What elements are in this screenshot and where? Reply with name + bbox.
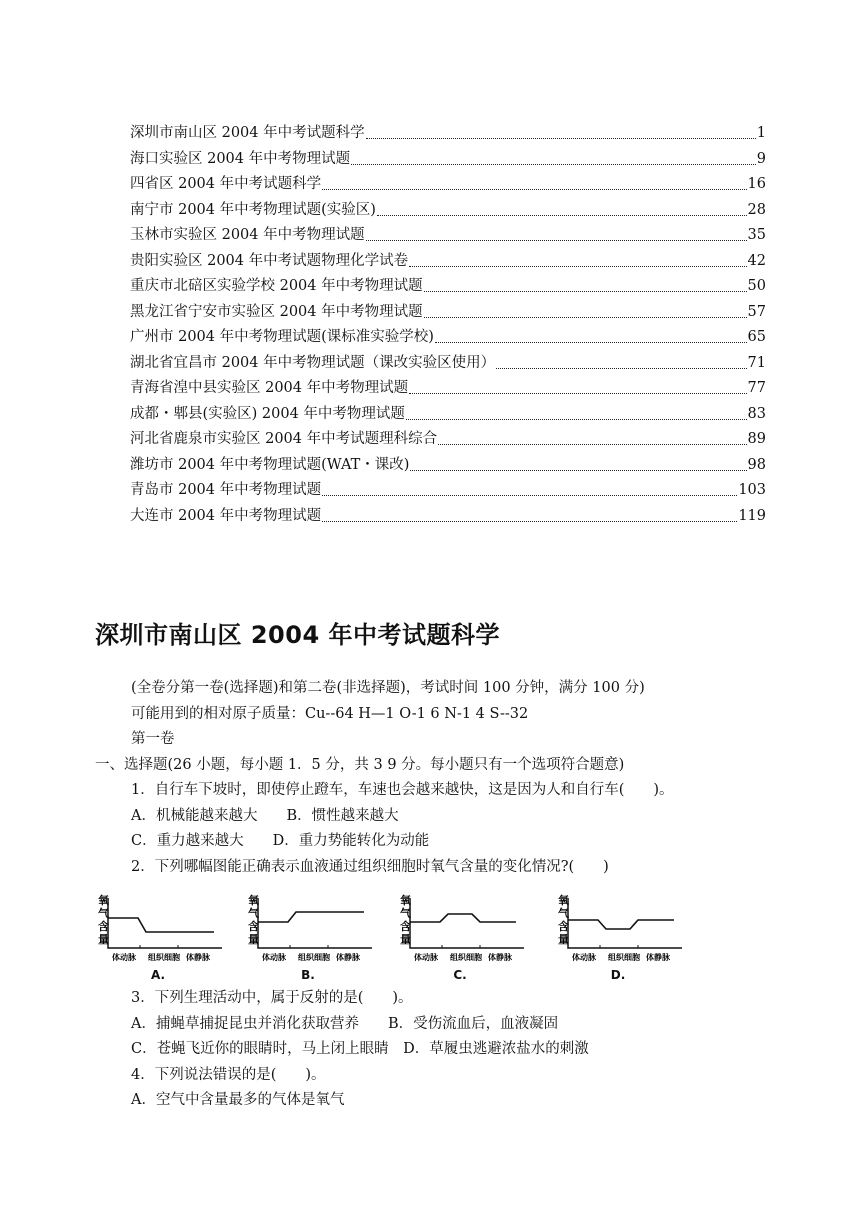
y-axis-label-char: 含 (248, 920, 259, 933)
oxygen-level-line (410, 914, 516, 922)
toc-leader-dots (322, 521, 737, 522)
toc-entry-title: 四省区 2004 年中考试题科学 (130, 176, 322, 192)
toc-entry[interactable] (130, 402, 766, 428)
question-4: 4．下列说法错误的是( )。 (131, 1066, 326, 1083)
x-axis-label: 组织细胞 (148, 953, 180, 962)
y-axis-label-char: 量 (400, 933, 411, 946)
toc-entry-page: 1 (756, 125, 766, 141)
toc-entry-title: 青海省湟中县实验区 2004 年中考物理试题 (130, 380, 409, 396)
figure-option-label: B. (301, 968, 315, 982)
axes (108, 898, 222, 948)
figure-option-label: D. (610, 968, 626, 982)
toc-leader-dots (435, 342, 747, 343)
toc-leader-dots (366, 138, 756, 139)
figure-option-label: A. (150, 968, 166, 982)
toc-entry[interactable] (130, 300, 766, 326)
oxygen-figures (88, 890, 688, 990)
toc-leader-dots (409, 393, 746, 394)
axes (410, 898, 524, 948)
x-axis-label: 体动脉 (572, 953, 596, 962)
y-axis-label-char: 量 (248, 933, 259, 946)
toc-entry-page: 98 (747, 456, 766, 473)
question-3-options-cd: C．苍蝇飞近你的眼睛时，马上闭上眼睛 D．草履虫逃避浓盐水的刺激 (131, 1041, 589, 1057)
toc-entry[interactable] (130, 427, 766, 453)
toc-entry-title: 重庆市北碚区实验学校 2004 年中考物理试题 (130, 278, 423, 294)
toc-entry-title: 潍坊市 2004 年中考物理试题(WAT・课改) (130, 456, 410, 473)
volume-heading: 第一卷 (131, 731, 175, 747)
intro-line: (全卷分第一卷(选择题)和第二卷(非选择题)，考试时间 100 分钟，满分 100 分) (131, 680, 645, 696)
toc-leader-dots (496, 368, 746, 369)
y-axis-label-char: 气 (400, 907, 411, 920)
oxygen-chart (88, 890, 228, 966)
toc-entry[interactable] (130, 121, 766, 147)
oxygen-figure (88, 890, 228, 988)
toc-entry-page: 35 (747, 227, 766, 243)
toc-entry[interactable] (130, 325, 766, 351)
toc-entry[interactable] (130, 453, 766, 479)
x-axis-label: 体动脉 (414, 953, 438, 962)
toc-entry-title: 成都・郫县(实验区) 2004 年中考物理试题 (130, 405, 405, 422)
toc-entry[interactable] (130, 198, 766, 224)
toc-leader-dots (424, 317, 747, 318)
toc-leader-dots (438, 444, 746, 445)
y-axis-label-char: 氧 (558, 894, 569, 907)
toc-entry-page: 28 (747, 201, 766, 218)
toc-entry-page: 71 (747, 354, 766, 371)
x-axis-label: 体静脉 (488, 953, 512, 962)
y-axis-label-char: 量 (98, 933, 109, 946)
oxygen-figure (238, 890, 378, 988)
question-1-options-ab: A．机械能越来越大 B．惯性越来越大 (131, 807, 399, 824)
toc-entry-title: 黑龙江省宁安市实验区 2004 年中考物理试题 (130, 303, 423, 320)
toc-leader-dots (322, 189, 746, 190)
toc-entry-title: 贵阳实验区 2004 年中考试题物理化学试卷 (130, 252, 409, 269)
toc-entry-page: 42 (747, 252, 766, 269)
question-1: 1．自行车下坡时，即使停止蹬车，车速也会越来越快，这是因为人和自行车( )。 (131, 782, 674, 798)
toc-entry[interactable] (130, 172, 766, 198)
toc-entry[interactable] (130, 147, 766, 173)
axes (258, 898, 372, 948)
toc-leader-dots (377, 215, 747, 216)
toc-entry-page: 119 (738, 507, 766, 524)
section-title: 深圳市南山区 2004 年中考试题科学 (95, 621, 501, 649)
exam-body (95, 676, 795, 880)
toc-entry-page: 83 (747, 405, 766, 422)
toc-entry-page: 50 (747, 278, 766, 294)
y-axis-label-char: 气 (98, 907, 109, 920)
y-axis-label-char: 含 (98, 920, 109, 933)
question-3: 3．下列生理活动中，属于反射的是( )。 (131, 990, 413, 1006)
toc-entry[interactable] (130, 274, 766, 300)
atomic-mass-line: 可能用到的相对原子质量：Cu--64 H—1 O-1 6 N-1 4 S--32 (131, 705, 529, 722)
toc-leader-dots (366, 240, 747, 241)
x-axis-label: 体静脉 (186, 953, 210, 962)
y-axis-label-char: 气 (558, 907, 569, 920)
toc-entry-page: 89 (747, 431, 766, 447)
oxygen-chart (548, 890, 688, 966)
x-axis-label: 组织细胞 (608, 953, 640, 962)
x-axis-label: 组织细胞 (450, 953, 482, 962)
table-of-contents (130, 121, 766, 529)
question-4-option-a: A．空气中含量最多的气体是氧气 (131, 1092, 345, 1108)
toc-entry[interactable] (130, 223, 766, 249)
toc-entry-title: 广州市 2004 年中考物理试题(课标准实验学校) (130, 329, 434, 345)
x-axis-label: 体动脉 (112, 953, 136, 962)
toc-entry-page: 65 (747, 329, 766, 345)
toc-entry[interactable] (130, 249, 766, 275)
toc-entry-page: 103 (738, 482, 766, 498)
toc-entry-title: 河北省鹿泉市实验区 2004 年中考试题理科综合 (130, 431, 438, 447)
y-axis-label-char: 气 (248, 907, 259, 920)
y-axis-label-char: 量 (558, 933, 569, 946)
toc-entry-title: 深圳市南山区 2004 年中考试题科学 (130, 125, 365, 141)
figure-option-label: C. (453, 968, 467, 982)
question-1-options-cd: C．重力越来越大 D．重力势能转化为动能 (131, 833, 430, 849)
toc-entry-title: 玉林市实验区 2004 年中考物理试题 (130, 227, 365, 243)
toc-entry[interactable] (130, 478, 766, 504)
toc-entry[interactable] (130, 504, 766, 530)
y-axis-label-char: 氧 (98, 894, 109, 907)
toc-entry-title: 海口实验区 2004 年中考物理试题 (130, 150, 351, 167)
question-3-options-ab: A．捕蝇草捕捉昆虫并消化获取营养 B．受伤流血后，血液凝固 (131, 1015, 559, 1032)
toc-leader-dots (410, 470, 746, 471)
axes (568, 898, 682, 948)
toc-entry-title: 湖北省宜昌市 2004 年中考物理试题（课改实验区使用） (130, 354, 496, 371)
oxygen-figure (548, 890, 688, 988)
toc-entry-page: 9 (756, 150, 766, 167)
toc-entry-title: 青岛市 2004 年中考物理试题 (130, 482, 322, 498)
part-heading: 一、选择题(26 小题，每小题 1．5 分，共 3 9 分。每小题只有一个选项符合题意) (95, 756, 625, 773)
x-axis-label: 体静脉 (646, 953, 670, 962)
oxygen-level-line (108, 918, 214, 932)
toc-entry[interactable] (130, 351, 766, 377)
y-axis-label-char: 氧 (248, 894, 259, 907)
oxygen-level-line (568, 920, 674, 929)
y-axis-label-char: 氧 (400, 894, 411, 907)
toc-leader-dots (351, 164, 756, 165)
toc-entry-page: 77 (747, 380, 766, 396)
toc-leader-dots (322, 495, 737, 496)
x-axis-label: 体静脉 (336, 953, 360, 962)
toc-entry-page: 57 (747, 303, 766, 320)
y-axis-label-char: 含 (558, 920, 569, 933)
toc-leader-dots (424, 291, 747, 292)
toc-entry-page: 16 (747, 176, 766, 192)
toc-entry[interactable] (130, 376, 766, 402)
oxygen-chart (390, 890, 530, 966)
x-axis-label: 体动脉 (262, 953, 286, 962)
oxygen-level-line (258, 912, 364, 922)
question-2: 2．下列哪幅图能正确表示血液通过组织细胞时氧气含量的变化情况?( ) (131, 858, 609, 875)
oxygen-chart (238, 890, 378, 966)
oxygen-figure (390, 890, 530, 988)
toc-entry-title: 大连市 2004 年中考物理试题 (130, 507, 322, 524)
toc-leader-dots (406, 419, 747, 420)
exam-body-continued (95, 986, 795, 1114)
toc-entry-title: 南宁市 2004 年中考物理试题(实验区) (130, 201, 376, 218)
x-axis-label: 组织细胞 (298, 953, 330, 962)
y-axis-label-char: 含 (400, 920, 411, 933)
toc-leader-dots (409, 266, 746, 267)
